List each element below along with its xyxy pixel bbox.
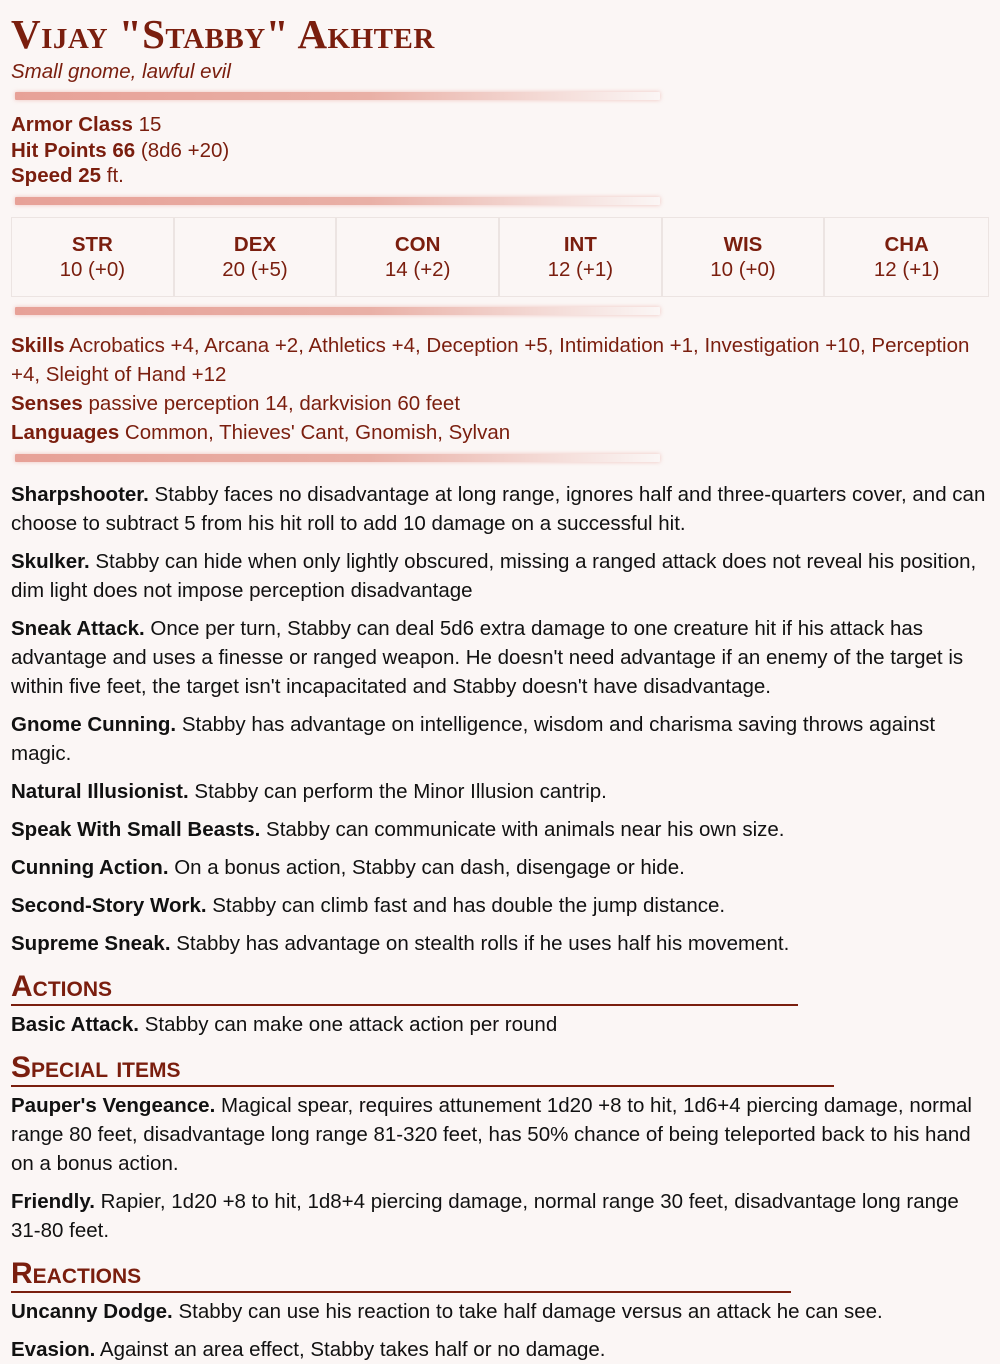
reaction-evasion: Evasion. Against an area effect, Stabby takes half or no damage. [11, 1337, 606, 1361]
ability-str: STR 10 (+0) [12, 218, 175, 296]
senses: Senses passive perception 14, darkvision 60 feet [11, 391, 461, 415]
ability-scores [11, 217, 989, 297]
languages: Languages Common, Thieves' Cant, Gnomish, Sylvan [11, 420, 511, 444]
ability-dex: DEX 20 (+5) [175, 218, 338, 296]
divider [15, 454, 660, 462]
ability-con: CON 14 (+2) [337, 218, 500, 296]
armor-class: Armor Class 15 [11, 113, 162, 136]
skills: Skills Acrobatics +4, Arcana +2, Athletics +4, Deception +5, Intimidation +1, Investigation +10, Perception +4, Sleight of Hand +12 [11, 333, 970, 386]
properties [11, 331, 989, 447]
trait-sneak-attack: Sneak Attack. Once per turn, Stabby can deal 5d6 extra damage to one creature hit if his attack has advantage and uses a finesse or ranged weapon. He doesn't need advantage if an enemy of the target is within five feet, the target isn't incapacitated and Stabby doesn't have disadvantage. [11, 616, 964, 698]
trait-sharpshooter: Sharpshooter. Stabby faces no disadvantage at long range, ignores half and three-quarters cover, and can choose to subtract 5 from his hit roll to add 10 damage on a successful hit. [11, 482, 986, 535]
special-items-section [11, 1051, 989, 1087]
trait-gnome-cunning: Gnome Cunning. Stabby has advantage on intelligence, wisdom and charisma saving throws against magic. [11, 712, 936, 765]
creature-name: Vijay "Stabby" Akhter [11, 11, 435, 57]
trait-supreme-sneak: Supreme Sneak. Stabby has advantage on stealth rolls if he uses half his movement. [11, 931, 790, 955]
ability-int: INT 12 (+1) [500, 218, 663, 296]
item-friendly: Friendly. Rapier, 1d20 +8 to hit, 1d8+4 piercing damage, normal range 30 feet, disadvantage long range 31-80 feet. [11, 1189, 959, 1242]
creature-subtitle: Small gnome, lawful evil [11, 60, 231, 83]
trait-speak-with-small-beasts: Speak With Small Beasts. Stabby can communicate with animals near his own size. [11, 817, 785, 841]
trait-cunning-action: Cunning Action. On a bonus action, Stabby can dash, disengage or hide. [11, 855, 685, 879]
core-stats [11, 112, 989, 189]
item-paupers-vengeance: Pauper's Vengeance. Magical spear, requires attunement 1d20 +8 to hit, 1d6+4 piercing damage, normal range 80 feet, disadvantage long range 81-320 feet, has 50% chance of being teleported back to his hand on a bonus action. [11, 1093, 972, 1175]
divider [15, 197, 660, 205]
reaction-uncanny-dodge: Uncanny Dodge. Stabby can use his reaction to take half damage versus an attack he can see. [11, 1299, 883, 1323]
trait-natural-illusionist: Natural Illusionist. Stabby can perform the Minor Illusion cantrip. [11, 779, 607, 803]
hit-points: Hit Points 66 (8d6 +20) [11, 138, 230, 162]
trait-second-story-work: Second-Story Work. Stabby can climb fast and has double the jump distance. [11, 893, 726, 917]
action-basic-attack: Basic Attack. Stabby can make one attack action per round [11, 1012, 558, 1036]
reactions-section [11, 1257, 989, 1293]
trait-skulker: Skulker. Stabby can hide when only lightly obscured, missing a ranged attack does not reveal his position, dim light does not impose perception disadvantage [11, 549, 977, 602]
traits-list [11, 480, 989, 958]
divider [15, 92, 660, 100]
actions-heading: Actions [11, 970, 798, 1006]
special-items-heading: Special items [11, 1051, 834, 1087]
actions-section [11, 970, 989, 1006]
ability-cha: CHA 12 (+1) [873, 232, 940, 281]
reactions-heading: Reactions [11, 1257, 791, 1293]
speed: Speed 25 ft. [11, 164, 124, 187]
ability-wis: WIS 10 (+0) [663, 218, 826, 296]
divider [15, 307, 660, 315]
